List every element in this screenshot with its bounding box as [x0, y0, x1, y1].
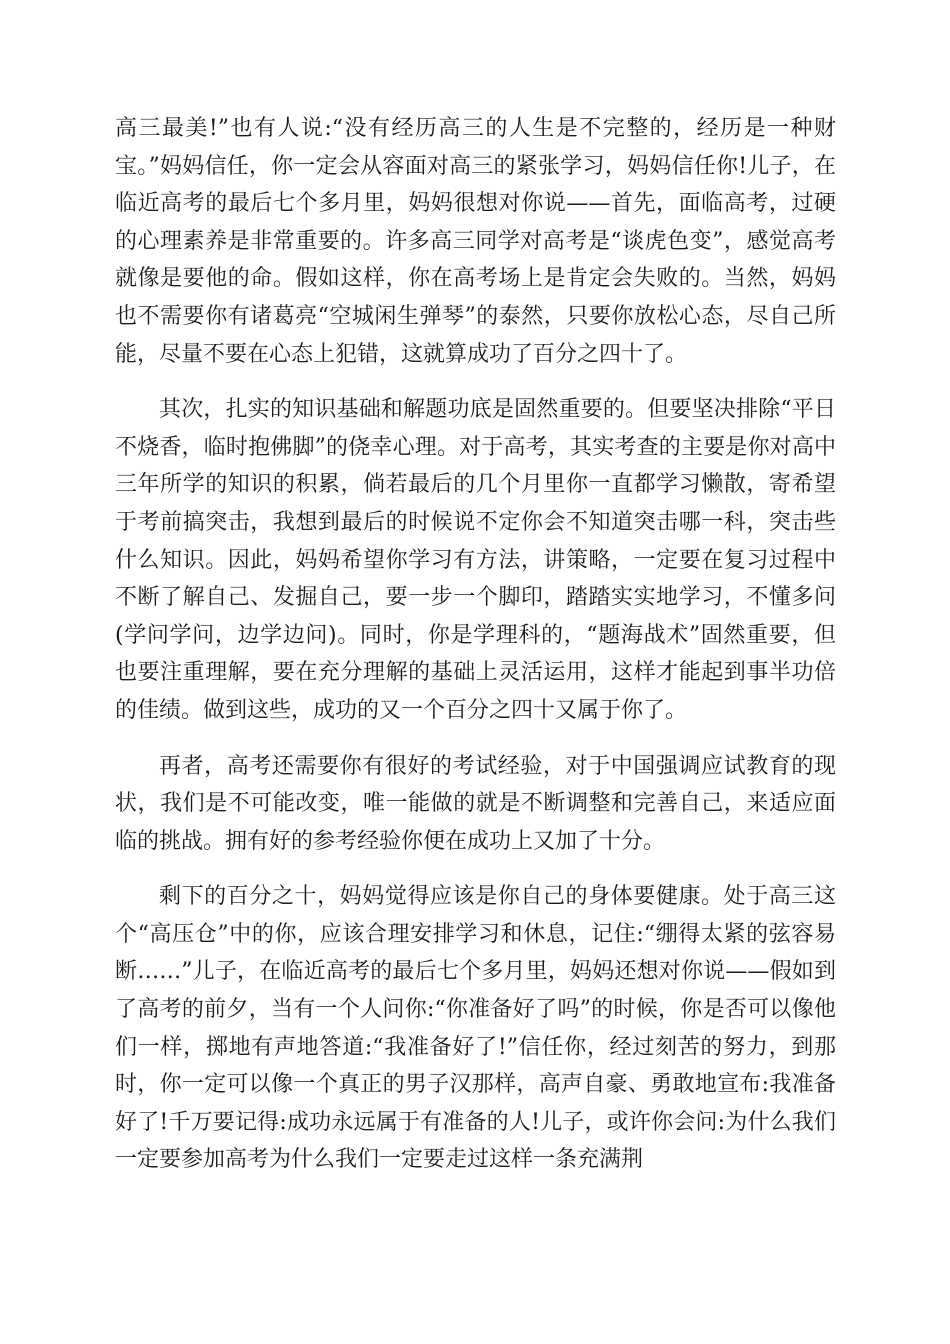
document-body: [115, 110, 836, 1179]
paragraph-1: 高三最美!”也有人说:“没有经历高三的人生是不完整的，经历是一种财宝。”妈妈信任，你一定会从容面对高三的紧张学习，妈妈信任你!儿子，在临近高考的最后七个多月里，妈妈很想对你说——首先，面临高考，过硬的心理素养是非常重要的。许多高三同学对高考是“谈虎色变”，感觉高考就像是要他的命。假如这样，你在高考场上是肯定会失败的。当然，妈妈也不需要你有诸葛亮“空城闲生弹琴”的泰然，只要你放松心态，尽自己所能，尽量不要在心态上犯错，这就算成功了百分之四十了。: [115, 116, 836, 367]
paragraph-4: 剩下的百分之十，妈妈觉得应该是你自己的身体要健康。处于高三这个“高压仓”中的你，应该合理安排学习和休息，记住:“绷得太紧的弦容易断……”儿子，在临近高考的最后七个多月里，妈妈还想对你说——假如到了高考的前夕，当有一个人问你:“你准备好了吗”的时候，你是否可以像他们一样，掷地有声地答道:“我准备好了!”信任你，经过刻苦的努力，到那时，你一定可以像一个真正的男子汉那样，高声自豪、勇敢地宣布:我准备好了!千万要记得:成功永远属于有准备的人!儿子，或许你会问:为什么我们一定要参加高考为什么我们一定要走过这样一条充满荆: [115, 884, 836, 1173]
paragraph-3: 再者，高考还需要你有很好的考试经验，对于中国强调应试教育的现状，我们是不可能改变，唯一能做的就是不断调整和完善自己，来适应面临的挑战。拥有好的参考经验你便在成功上又加了十分。: [115, 753, 836, 854]
paragraph-2: 其次，扎实的知识基础和解题功底是固然重要的。但要坚决排除“平日不烧香，临时抱佛脚”的侥幸心理。对于高考，其实考查的主要是你对高中三年所学的知识的积累，倘若最后的几个月里你一直都学习懒散，寄希望于考前搞突击，我想到最后的时候说不定你会不知道突击哪一科，突击些什么知识。因此，妈妈希望你学习有方法，讲策略，一定要在复习过程中不断了解自己、发掘自己，要一步一个脚印，踏踏实实地学习，不懂多问(学问学问，边学边问)。同时，你是学理科的，“题海战术”固然重要，但也要注重理解，要在充分理解的基础上灵活运用，这样才能起到事半功倍的佳绩。做到这些，成功的又一个百分之四十又属于你了。: [115, 397, 836, 723]
